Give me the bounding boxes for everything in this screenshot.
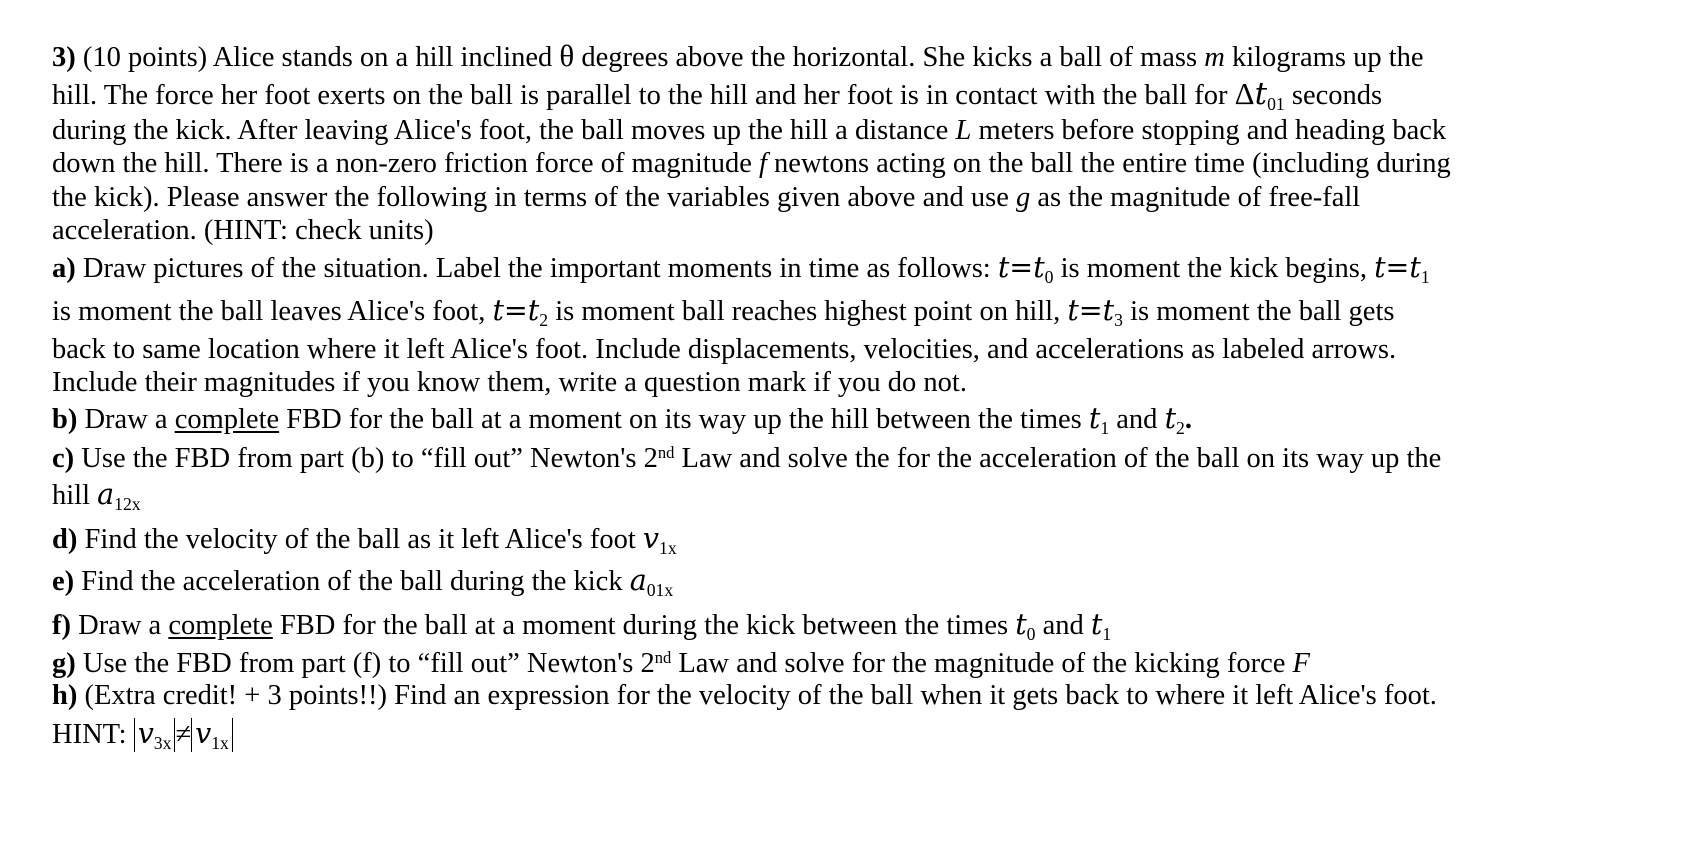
abs-v3x: v3x [134, 718, 176, 752]
not-equal-symbol: ≠ [175, 719, 192, 750]
part-c-line-1: c) Use the FBD from part (b) to “fill out” Newton's 2nd Law and solve the for the acceleration of the ball on its way up the [52, 442, 1442, 474]
intro-line-6: acceleration. (HINT: check units) [52, 215, 434, 246]
part-h-line-1: h) (Extra credit! + 3 points!!) Find an expression for the velocity of the ball when it gets back to where it left Alice's foot. [52, 680, 1437, 711]
delta-symbol: Δ [1234, 76, 1255, 111]
problem-number: 3) [52, 42, 76, 73]
part-a-line-4: Include their magnitudes if you know them, write a question mark if you do not. [52, 367, 967, 398]
var-t: t [1254, 76, 1268, 112]
var-L: L [955, 115, 972, 146]
part-g-label: g) [52, 648, 76, 679]
var-g: g [1015, 182, 1031, 213]
part-h-line-2: HINT: v3x ≠ v1x [52, 718, 233, 752]
part-b-line: b) Draw a complete FBD for the ball at a moment on its way up the hill between the times t1 and t2. [52, 402, 1192, 438]
theta-symbol: θ [559, 38, 575, 73]
var-m: m [1204, 42, 1225, 73]
var-F: F [1292, 648, 1310, 679]
part-a-label: a) [52, 253, 76, 284]
part-b-label: b) [52, 404, 78, 435]
part-c-line-2: hill a12x [52, 478, 141, 514]
part-e-label: e) [52, 566, 75, 597]
intro-line-1: 3) (10 points) Alice stands on a hill inclined θ degrees above the horizontal. She kicks a ball of mass m kilograms up the [52, 38, 1424, 73]
part-d-label: d) [52, 524, 78, 555]
part-f-label: f) [52, 610, 71, 641]
intro-line-2: hill. The force her foot exerts on the ball is parallel to the hill and her foot is in contact with the ball for Δt01 seconds [52, 76, 1383, 114]
part-a-line-2: is moment the ball leaves Alice's foot, t=t2 is moment ball reaches highest point on hill, t=t3 is moment the ball gets [52, 294, 1395, 330]
var-f: f [759, 148, 767, 179]
part-a-line-1: a) Draw pictures of the situation. Label the important moments in time as follows: t=t0 is moment the kick begins, t=t1 [52, 251, 1430, 287]
abs-v1x: v1x [191, 718, 233, 752]
part-a-line-3: back to same location where it left Alice's foot. Include displacements, velocities, and accelerations as labeled arrows. [52, 334, 1397, 365]
part-g-line: g) Use the FBD from part (f) to “fill out” Newton's 2nd Law and solve for the magnitude of the kicking force F [52, 647, 1310, 679]
part-c-label: c) [52, 443, 75, 474]
part-h-label: h) [52, 680, 78, 711]
part-e-line: e) Find the acceleration of the ball during the kick a01x [52, 564, 674, 600]
intro-line-5: the kick). Please answer the following in terms of the variables given above and use g as the magnitude of free-fall [52, 182, 1361, 213]
part-d-line: d) Find the velocity of the ball as it left Alice's foot v1x [52, 522, 677, 558]
intro-line-4: down the hill. There is a non-zero friction force of magnitude f newtons acting on the ball the entire time (including during [52, 148, 1451, 179]
part-f-line: f) Draw a complete FBD for the ball at a moment during the kick between the times t0 and t1 [52, 608, 1112, 644]
intro-line-3: during the kick. After leaving Alice's foot, the ball moves up the hill a distance L meters before stopping and heading back [52, 115, 1447, 146]
